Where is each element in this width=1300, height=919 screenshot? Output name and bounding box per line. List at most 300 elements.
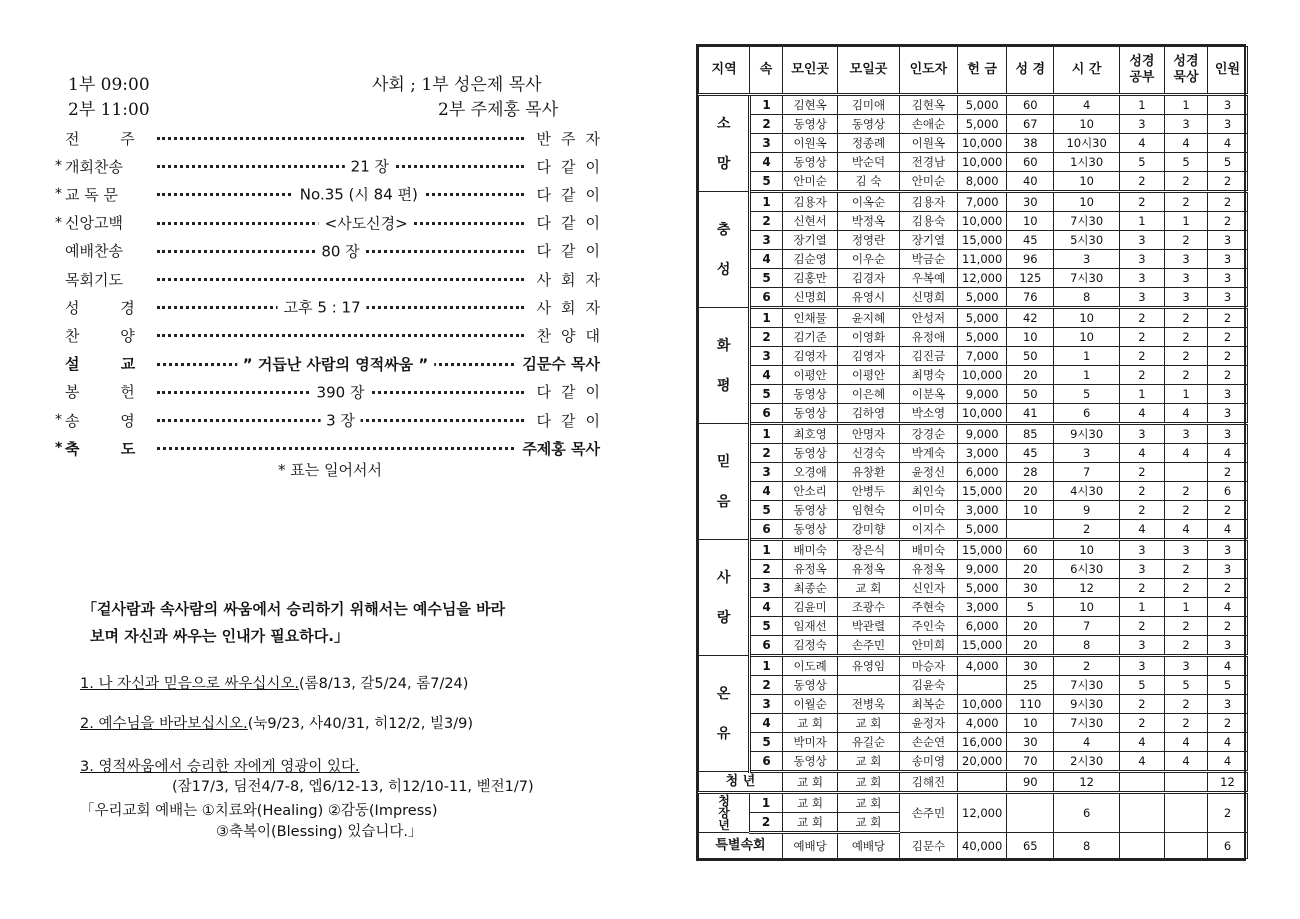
table-cell: 3 [1054, 444, 1120, 463]
table-row [699, 482, 1248, 501]
table-cell: 3 [750, 134, 783, 153]
table-cell: 4 [1054, 95, 1120, 115]
table-cell: 동영상 [782, 501, 837, 520]
table-cell: 10 [1054, 540, 1120, 560]
table-cell: 최명숙 [899, 366, 957, 385]
table-cell: 2 [750, 212, 783, 231]
table-cell: 김용자 [782, 192, 837, 212]
table-cell: 오경애 [782, 463, 837, 482]
table-cell: 동영상 [782, 115, 837, 134]
table-cell: 2 [1119, 308, 1164, 328]
region-cell: 온 유 [699, 656, 750, 772]
table-cell: 동영상 [782, 385, 837, 404]
table-row [699, 656, 1248, 676]
table-header-row [699, 47, 1248, 95]
order-item-label: 개회찬송 [65, 157, 123, 176]
table-cell: 5 [750, 733, 783, 752]
table-cell: 9,000 [958, 424, 1007, 444]
table-cell: 8,000 [958, 172, 1007, 192]
table-row [699, 328, 1248, 347]
order-item-person: 다같이 [536, 411, 610, 430]
table-cell: 안병두 [838, 482, 899, 501]
order-item-leader-dots [157, 181, 524, 207]
table-row [699, 231, 1248, 250]
table-cell: 10,000 [958, 695, 1007, 714]
table-cell: 4,000 [958, 714, 1007, 733]
order-item-label: 신앙고백 [65, 214, 123, 233]
table-cell: 신명희 [899, 288, 957, 308]
table-cell [1119, 833, 1164, 859]
column-header: 시 간 [1054, 47, 1120, 95]
sermon-point-refs: (롬8/13, 갈5/24, 롬7/24) [298, 676, 469, 692]
table-row [699, 404, 1248, 424]
table-cell: 20 [1007, 617, 1054, 636]
table-row [699, 153, 1248, 172]
table-cell: 이영화 [838, 328, 899, 347]
order-item-label: 송 영 [65, 411, 153, 430]
table-cell: 11,000 [958, 250, 1007, 269]
table-row [699, 598, 1248, 617]
table-row [699, 520, 1248, 540]
table-cell: 이은혜 [838, 385, 899, 404]
table-cell: 최호영 [782, 424, 837, 444]
table-cell: 2 [1164, 231, 1207, 250]
order-item-detail: 21 장 [345, 156, 395, 177]
table-cell: 2 [1207, 793, 1247, 833]
table-cell: 4 [750, 714, 783, 733]
table-cell: 2 [1164, 560, 1207, 579]
table-cell: 5,000 [958, 288, 1007, 308]
table-cell: 4 [1207, 134, 1247, 153]
table-cell: 박소영 [899, 404, 957, 424]
table-cell: 5 [1054, 385, 1120, 404]
table-cell: 4 [750, 482, 783, 501]
table-row [699, 579, 1248, 598]
table-cell: 김현옥 [782, 95, 837, 115]
order-item-leader-dots [157, 266, 524, 292]
table-cell: 2 [1164, 482, 1207, 501]
table-cell: 2 [1164, 347, 1207, 366]
table-cell: 7시30 [1054, 714, 1120, 733]
order-item-person: 다같이 [536, 242, 610, 261]
table-cell: 1 [1119, 385, 1164, 404]
table-cell: 4 [1119, 444, 1164, 463]
table-cell: 1 [750, 308, 783, 328]
service-leader-first: 사회 ; 1부 성은제 목사 [372, 75, 542, 95]
table-cell: 3 [1207, 540, 1247, 560]
order-item-leader-dots [157, 238, 524, 264]
table-cell: 6 [750, 288, 783, 308]
table-cell: 28 [1007, 463, 1054, 482]
column-header: 성 경 [1007, 47, 1054, 95]
table-cell [1164, 793, 1207, 833]
table-cell: 2 [1207, 192, 1247, 212]
table-cell: 5 [1207, 676, 1247, 695]
table-cell: 12 [1207, 772, 1247, 793]
table-cell: 3 [1164, 288, 1207, 308]
table-cell: 16,000 [958, 733, 1007, 752]
table-cell: 교 회 [782, 793, 837, 813]
table-cell: 3 [750, 231, 783, 250]
column-header: 모일곳 [838, 47, 899, 95]
table-cell: 5 [750, 172, 783, 192]
table-cell: 2 [1207, 579, 1247, 598]
table-cell: 교 회 [838, 714, 899, 733]
table-cell: 손순연 [899, 733, 957, 752]
table-cell: 6 [1054, 793, 1120, 833]
table-cell: 안명자 [838, 424, 899, 444]
table-cell: 최복순 [899, 695, 957, 714]
standing-mark: * [55, 412, 62, 428]
table-cell: 4 [1207, 444, 1247, 463]
table-row [699, 424, 1248, 444]
table-row [699, 212, 1248, 231]
table-row [699, 269, 1248, 288]
table-cell: 박순덕 [838, 153, 899, 172]
table-cell: 15,000 [958, 636, 1007, 656]
table-cell: 2 [1207, 463, 1247, 482]
table-cell: 교 회 [782, 772, 837, 793]
table-cell: 3,000 [958, 598, 1007, 617]
table-cell: 2 [1207, 212, 1247, 231]
table-cell: 5,000 [958, 579, 1007, 598]
table-cell: 10 [1054, 172, 1120, 192]
table-row [699, 444, 1248, 463]
order-item-detail: 390 장 [311, 381, 371, 402]
table-cell: 교 회 [782, 714, 837, 733]
table-cell: 5 [1007, 598, 1054, 617]
table-cell: 2 [1164, 172, 1207, 192]
table-cell: 7시30 [1054, 269, 1120, 288]
table-cell: 5 [750, 501, 783, 520]
table-cell: 2 [1207, 501, 1247, 520]
table-cell: 10 [1054, 328, 1120, 347]
closing-line: ③축복이(Blessing) 있습니다.」 [216, 824, 423, 840]
order-item-person: 사회자 [536, 298, 610, 317]
table-cell: 이원옥 [782, 134, 837, 153]
table-row [699, 752, 1248, 772]
table-row [699, 636, 1248, 656]
table-cell: 박계숙 [899, 444, 957, 463]
order-item [55, 322, 610, 348]
table-row [699, 463, 1248, 482]
table-cell: 2 [1119, 347, 1164, 366]
service-time-first: 1부 09:00 [68, 75, 150, 95]
table-cell: 8 [1054, 288, 1120, 308]
column-header: 지역 [699, 47, 750, 95]
table-cell [958, 676, 1007, 695]
table-cell: 3 [1207, 695, 1247, 714]
table-cell: 조광수 [838, 598, 899, 617]
order-item-leader-dots [157, 153, 524, 179]
table-cell: 2 [750, 676, 783, 695]
table-cell: 정영란 [838, 231, 899, 250]
table-cell: 5 [750, 385, 783, 404]
table-cell [1164, 772, 1207, 793]
table-cell: 6 [750, 404, 783, 424]
table-cell: 6,000 [958, 463, 1007, 482]
table-cell: 30 [1007, 733, 1054, 752]
table-cell: 4 [1164, 520, 1207, 540]
column-header: 모인곳 [782, 47, 837, 95]
table-cell [1164, 833, 1207, 859]
table-cell: 3 [750, 579, 783, 598]
table-cell [1007, 520, 1054, 540]
table-cell: 강미향 [838, 520, 899, 540]
table-cell: 2 [750, 328, 783, 347]
table-cell: 20 [1007, 482, 1054, 501]
sermon-point-title: 3. 영적싸움에서 승리한 자에게 영광이 있다. [80, 759, 360, 775]
table-cell: 장은식 [838, 540, 899, 560]
table-cell: 4 [1164, 752, 1207, 772]
table-cell: 10 [1007, 212, 1054, 231]
order-item-leader-dots [157, 125, 524, 151]
table-cell: 2 [1164, 366, 1207, 385]
table-cell: 45 [1007, 444, 1054, 463]
table-cell: 이옥순 [838, 192, 899, 212]
table-cell: 김영자 [782, 347, 837, 366]
order-item-leader-dots [157, 407, 524, 433]
table-row [699, 134, 1248, 153]
table-cell [1164, 463, 1207, 482]
table-cell: 4 [1207, 520, 1247, 540]
table-cell: 15,000 [958, 231, 1007, 250]
table-cell: 10 [1054, 115, 1120, 134]
table-cell: 1 [750, 793, 783, 813]
table-cell: 5 [1207, 153, 1247, 172]
table-cell: 110 [1007, 695, 1054, 714]
table-cell: 3 [1119, 540, 1164, 560]
table-cell: 손애순 [899, 115, 957, 134]
table-cell: 2 [1207, 366, 1247, 385]
table-cell: 2 [750, 560, 783, 579]
table-cell: 최인숙 [899, 482, 957, 501]
table-cell: 신경숙 [838, 444, 899, 463]
table-cell: 2 [1164, 714, 1207, 733]
attendance-table [698, 46, 1248, 859]
table-cell: 신현서 [782, 212, 837, 231]
order-item-leader-dots [157, 210, 524, 236]
table-cell: 8 [1054, 833, 1120, 859]
table-cell: 김기준 [782, 328, 837, 347]
table-cell: 4 [1207, 598, 1247, 617]
table-cell: 3 [1164, 250, 1207, 269]
table-cell: 3 [1164, 656, 1207, 676]
table-cell: 12 [1054, 579, 1120, 598]
column-header: 인원 [1207, 47, 1247, 95]
table-cell: 7 [1054, 617, 1120, 636]
table-cell: 박미자 [782, 733, 837, 752]
table-cell: 10 [1007, 501, 1054, 520]
table-cell: 1 [1164, 212, 1207, 231]
order-item-detail: No.35 (시 84 편) [294, 184, 424, 205]
table-cell: 김경자 [838, 269, 899, 288]
table-cell: 5 [1119, 153, 1164, 172]
table-cell: 7,000 [958, 192, 1007, 212]
order-item [55, 407, 610, 433]
table-cell: 이평안 [838, 366, 899, 385]
table-cell: 2시30 [1054, 752, 1120, 772]
table-cell: 76 [1007, 288, 1054, 308]
table-row [699, 617, 1248, 636]
table-cell: 김현옥 [899, 95, 957, 115]
table-row [699, 714, 1248, 733]
table-cell: 예배당 [782, 833, 837, 859]
table-cell: 2 [1119, 366, 1164, 385]
table-cell: 9,000 [958, 560, 1007, 579]
table-cell: 10 [1054, 598, 1120, 617]
table-cell: 윤정신 [899, 463, 957, 482]
table-cell: 최종순 [782, 579, 837, 598]
table-cell: 3,000 [958, 444, 1007, 463]
order-item [55, 125, 610, 151]
column-header: 성경 공부 [1119, 47, 1164, 95]
table-cell: 2 [1164, 579, 1207, 598]
table-cell: 9시30 [1054, 695, 1120, 714]
table-cell: 5,000 [958, 308, 1007, 328]
table-row [699, 540, 1248, 560]
sermon-point [80, 672, 468, 693]
table-cell: 3 [750, 695, 783, 714]
table-cell: 유영임 [838, 656, 899, 676]
table-row [699, 308, 1248, 328]
sermon-point [80, 712, 473, 733]
standing-mark: * [55, 440, 63, 457]
order-item-person: 다같이 [536, 383, 610, 402]
table-cell: 6 [750, 636, 783, 656]
table-cell: 2 [1207, 328, 1247, 347]
order-item [55, 210, 610, 236]
table-cell: 10,000 [958, 212, 1007, 231]
table-cell: 25 [1007, 676, 1054, 695]
table-row [699, 695, 1248, 714]
table-cell: 4 [1119, 752, 1164, 772]
table-cell: 신인자 [899, 579, 957, 598]
table-cell: 이도례 [782, 656, 837, 676]
table-cell: 4 [750, 153, 783, 172]
table-cell: 동영상 [782, 153, 837, 172]
table-cell: 2 [1119, 328, 1164, 347]
table-cell: 전병욱 [838, 695, 899, 714]
order-item-detail: 3 장 [320, 410, 361, 431]
table-cell: 김윤미 [782, 598, 837, 617]
table-cell: 10,000 [958, 366, 1007, 385]
table-cell: 교 회 [782, 813, 837, 833]
table-cell: 장기열 [899, 231, 957, 250]
table-cell: 김용숙 [899, 212, 957, 231]
table-cell: 김정숙 [782, 636, 837, 656]
column-header: 인도자 [899, 47, 957, 95]
table-cell: 3 [750, 463, 783, 482]
table-cell: 주현숙 [899, 598, 957, 617]
table-cell: 2 [1119, 617, 1164, 636]
table-cell: 5 [750, 617, 783, 636]
table-cell: 윤지혜 [838, 308, 899, 328]
table-cell: 2 [1207, 308, 1247, 328]
table-cell: 유정옥 [838, 560, 899, 579]
table-cell: 이분옥 [899, 385, 957, 404]
table-cell: 6 [750, 520, 783, 540]
table-cell: 이지수 [899, 520, 957, 540]
table-cell: 신명희 [782, 288, 837, 308]
table-cell: 손주민 [838, 636, 899, 656]
table-cell: 4 [1164, 134, 1207, 153]
table-cell: 125 [1007, 269, 1054, 288]
table-cell: 60 [1007, 540, 1054, 560]
order-item-leader-dots [157, 322, 524, 348]
table-cell: 안소리 [782, 482, 837, 501]
table-cell: 50 [1007, 385, 1054, 404]
table-cell: 4 [1207, 733, 1247, 752]
table-cell: 1 [1119, 212, 1164, 231]
table-cell: 5 [1164, 153, 1207, 172]
table-row [699, 95, 1248, 115]
table-cell: 5 [750, 269, 783, 288]
table-cell: 4 [1119, 733, 1164, 752]
table-cell: 1시30 [1054, 153, 1120, 172]
sermon-theme-line: 보며 자신과 싸우는 인내가 필요하다.」 [90, 627, 349, 645]
table-cell: 60 [1007, 153, 1054, 172]
table-cell: 전경남 [899, 153, 957, 172]
order-item-label: 전 주 [65, 129, 153, 148]
sermon-point-title: 2. 예수님을 바라보십시오. [80, 716, 248, 732]
table-cell: 10,000 [958, 134, 1007, 153]
table-cell: 10,000 [958, 153, 1007, 172]
column-header: 속 [750, 47, 783, 95]
table-cell: 1 [750, 192, 783, 212]
table-cell: 4 [750, 598, 783, 617]
table-cell: 박정옥 [838, 212, 899, 231]
table-cell: 김용자 [899, 192, 957, 212]
table-row [699, 347, 1248, 366]
column-header: 헌 금 [958, 47, 1007, 95]
table-cell: 3 [1119, 288, 1164, 308]
table-row [699, 772, 1248, 793]
table-cell: 4 [1119, 520, 1164, 540]
table-row [699, 676, 1248, 695]
table-cell: 김윤숙 [899, 676, 957, 695]
order-item [55, 266, 610, 292]
table-cell: 4 [1207, 656, 1247, 676]
table-cell: 90 [1007, 772, 1054, 793]
order-item [55, 435, 600, 461]
table-cell: 3 [1119, 424, 1164, 444]
table-cell: 2 [1119, 172, 1164, 192]
table-cell: 청 장 년 [699, 793, 750, 833]
table-row [699, 501, 1248, 520]
table-cell: 85 [1007, 424, 1054, 444]
table-row [699, 192, 1248, 212]
sermon-theme [82, 596, 602, 650]
table-cell: 2 [1207, 617, 1247, 636]
order-item [55, 294, 610, 320]
table-cell: 9 [1054, 501, 1120, 520]
standing-note: * 표는 일어서서 [278, 461, 382, 479]
table-cell: 교 회 [838, 793, 899, 813]
sermon-theme-line: 「겉사람과 속사람의 싸움에서 승리하기 위해서는 예수님을 바라 [82, 600, 506, 618]
table-cell: 김미애 [838, 95, 899, 115]
table-cell: 4 [1119, 134, 1164, 153]
order-item-label: 성 경 [65, 298, 153, 317]
order-item [55, 351, 600, 377]
table-cell: 10 [1054, 192, 1120, 212]
table-cell: 15,000 [958, 482, 1007, 501]
table-cell: 인채물 [782, 308, 837, 328]
table-cell: 5,000 [958, 115, 1007, 134]
region-cell: 충 성 [699, 192, 750, 308]
table-cell: 5,000 [958, 95, 1007, 115]
table-cell: 유창환 [838, 463, 899, 482]
